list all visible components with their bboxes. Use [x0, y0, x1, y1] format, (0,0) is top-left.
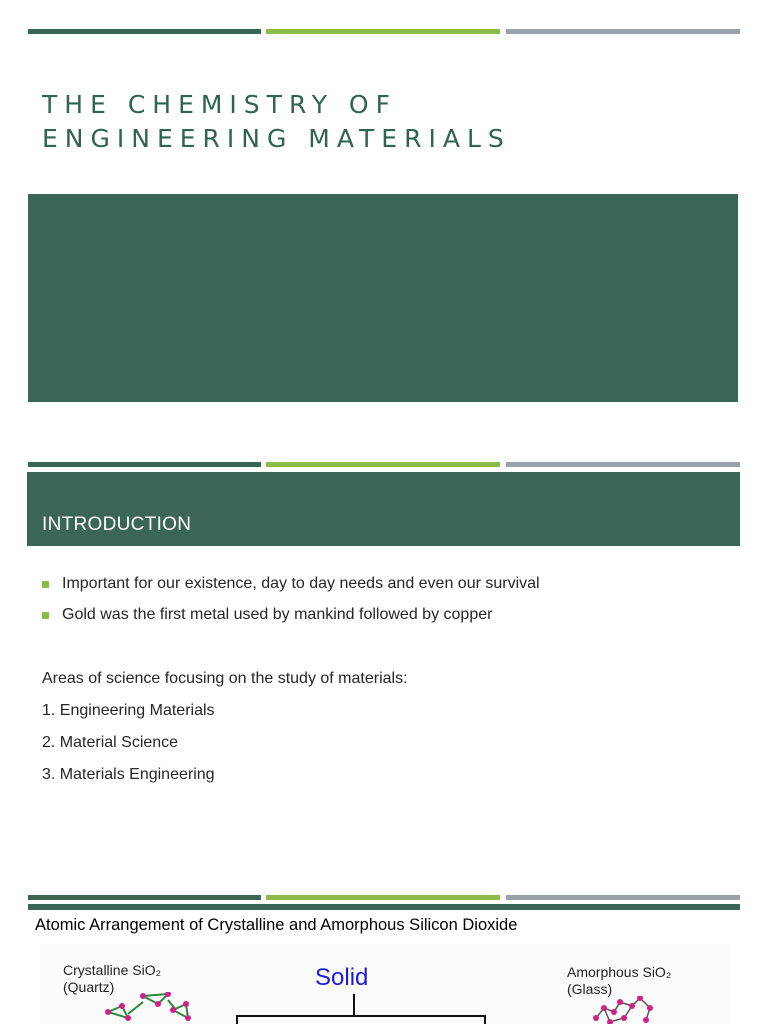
stripe-green: [28, 29, 261, 34]
amorphous-structure-icon: [590, 996, 660, 1024]
crystalline-structure-icon: [88, 992, 198, 1024]
list-item: [42, 605, 540, 625]
list-item: 1. Engineering Materials: [42, 702, 215, 719]
tree-connector: [484, 1015, 486, 1024]
square-bullet-icon: [42, 581, 49, 588]
tree-connector: [353, 994, 355, 1016]
slide3-rule: [28, 904, 740, 910]
stripe-grey: [506, 29, 740, 34]
slide3-heading: Atomic Arrangement of Crystalline and Amorphous Silicon Dioxide: [35, 916, 518, 934]
areas-intro: Areas of science focusing on the study of materials:: [42, 670, 408, 687]
title-line-2: ENGINEERING MATERIALS: [42, 124, 511, 153]
stripe-grey: [506, 462, 740, 467]
crystalline-label-line2: (Quartz): [63, 979, 115, 995]
stripe-green: [28, 462, 261, 467]
stripe-lime: [266, 29, 500, 34]
areas-list: [42, 669, 408, 797]
stripe-lime: [266, 895, 500, 900]
title-line-1: THE CHEMISTRY OF: [42, 90, 397, 119]
bullet-text: Important for our existence, day to day needs and even our survival: [62, 575, 540, 592]
stripe-green: [28, 895, 261, 900]
bullet-text: Gold was the first metal used by mankind followed by copper: [62, 606, 493, 623]
amorphous-label-line1: Amorphous SiO₂: [567, 964, 672, 980]
list-item: [42, 574, 540, 594]
tree-connector: [236, 1015, 486, 1017]
stripe-lime: [266, 462, 500, 467]
bullet-list: [42, 574, 540, 636]
tree-connector: [236, 1015, 238, 1024]
crystalline-label-line1: Crystalline SiO₂: [63, 962, 162, 978]
amorphous-label-line2: (Glass): [567, 981, 613, 997]
stripe-grey: [506, 895, 740, 900]
slide1-title: [42, 88, 511, 156]
slide1-green-block: [28, 194, 738, 402]
amorphous-label: [567, 964, 671, 998]
solid-label: Solid: [315, 964, 369, 991]
crystalline-label: [63, 962, 161, 996]
slide2-header-bar: [27, 472, 740, 546]
square-bullet-icon: [42, 612, 49, 619]
list-item: 3. Materials Engineering: [42, 766, 215, 783]
list-item: 2. Material Science: [42, 734, 179, 751]
slide2-heading: INTRODUCTION: [42, 514, 192, 535]
sio2-figure: [40, 944, 730, 1024]
